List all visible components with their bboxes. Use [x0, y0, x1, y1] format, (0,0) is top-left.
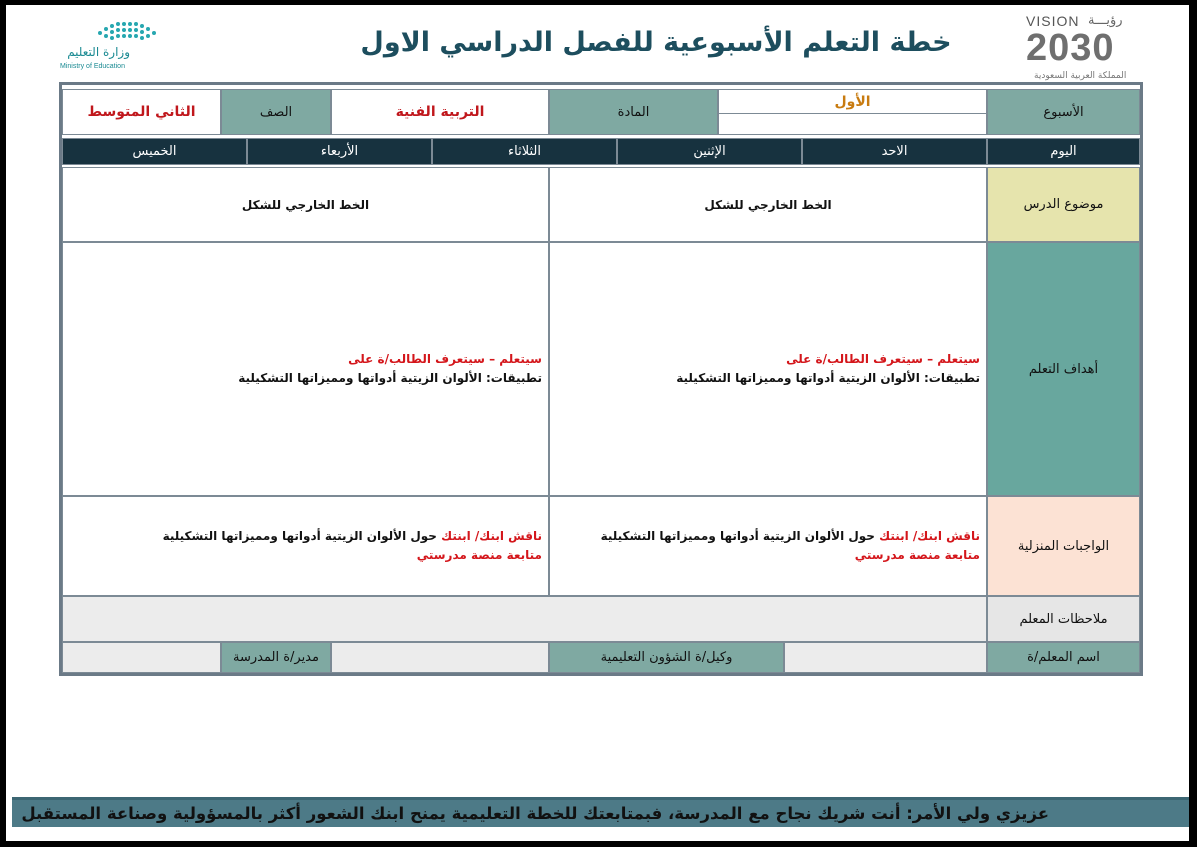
homework-left[interactable]: [62, 496, 549, 596]
deputy-label: وكيل/ة الشؤون التعليمية: [549, 642, 784, 673]
day-sunday: الاحد: [802, 138, 987, 165]
day-tuesday: الثلاثاء: [432, 138, 617, 165]
homework-prefix: ناقش ابنك/ ابنتك: [879, 529, 980, 543]
objectives-intro: سيتعلم – سيتعرف الطالب/ة على: [348, 352, 542, 366]
homework-text: حول الألوان الزيتية أدواتها ومميزاتها التشكيلية: [600, 529, 880, 543]
grade-value: الثاني المتوسط: [87, 104, 196, 120]
week-value-cell[interactable]: [718, 89, 987, 135]
vision-arabic: رؤيـــة: [1088, 13, 1123, 28]
vision-kingdom: المملكة العربية السعودية: [1034, 71, 1127, 81]
objectives-text: تطبيقات: الألوان الزيتية أدواتها ومميزاتها التشكيلية: [676, 371, 980, 385]
vision-2030-logo: [1026, 13, 1141, 85]
day-wednesday: الأربعاء: [247, 138, 432, 165]
principal-label: مدير/ة المدرسة: [221, 642, 331, 673]
vision-year: 2030: [1026, 27, 1115, 69]
day-monday: الإثنين: [617, 138, 802, 165]
parent-message: عزيزي ولي الأمر: أنت شريك نجاح مع المدرسة، فبمتابعتك للخطة التعليمية يمنح ابنك الشعور أكثر بالمسؤولية وصناعة المستقبل: [21, 804, 1049, 823]
objectives-text: تطبيقات: الألوان الزيتية أدواتها ومميزاتها التشكيلية: [238, 371, 542, 385]
objectives-right[interactable]: [549, 242, 987, 496]
subject-label: المادة: [549, 89, 718, 135]
teacher-name-label: اسم المعلم/ة: [987, 642, 1140, 673]
ministry-of-education-logo: [58, 19, 168, 79]
homework-text: حول الألوان الزيتية أدواتها ومميزاتها التشكيلية: [162, 529, 442, 543]
homework-platform: متابعة منصة مدرستي: [854, 548, 980, 562]
moe-logo-arabic: وزارة التعليم: [67, 45, 130, 59]
grade-value-cell[interactable]: [62, 89, 221, 135]
day-thursday: الخميس: [62, 138, 247, 165]
objectives-left[interactable]: [62, 242, 549, 496]
moe-logo-english: Ministry of Education: [60, 63, 125, 70]
principal-field[interactable]: [62, 642, 221, 673]
page-title: خطة التعلم الأسبوعية للفصل الدراسي الاول: [360, 27, 952, 58]
week-value: الأول: [834, 93, 871, 110]
weekly-plan-page: [6, 5, 1189, 841]
vision-word: VISION: [1026, 13, 1080, 29]
subject-value: التربية الفنية: [395, 104, 485, 120]
subject-value-cell[interactable]: [331, 89, 549, 135]
teacher-name-field[interactable]: [784, 642, 987, 673]
topic-left[interactable]: الخط الخارجي للشكل: [62, 167, 549, 242]
homework-right[interactable]: [549, 496, 987, 596]
day-label: اليوم: [987, 138, 1140, 165]
objectives-intro: سيتعلم – سيتعرف الطالب/ة على: [786, 352, 980, 366]
plan-table: [59, 82, 1143, 676]
deputy-field[interactable]: [331, 642, 549, 673]
homework-label: الواجبات المنزلية: [987, 496, 1140, 596]
topic-right[interactable]: الخط الخارجي للشكل: [549, 167, 987, 242]
notes-label: ملاحظات المعلم: [987, 596, 1140, 642]
moe-dots-icon: [94, 21, 160, 43]
topic-label: موضوع الدرس: [987, 167, 1140, 242]
grade-label: الصف: [221, 89, 331, 135]
week-label: الأسبوع: [987, 89, 1140, 135]
homework-prefix: ناقش ابنك/ ابنتك: [441, 529, 542, 543]
homework-platform: متابعة منصة مدرستي: [416, 548, 542, 562]
parent-message-bar: [12, 797, 1189, 827]
notes-field[interactable]: [62, 596, 987, 642]
objectives-label: أهداف التعلم: [987, 242, 1140, 496]
